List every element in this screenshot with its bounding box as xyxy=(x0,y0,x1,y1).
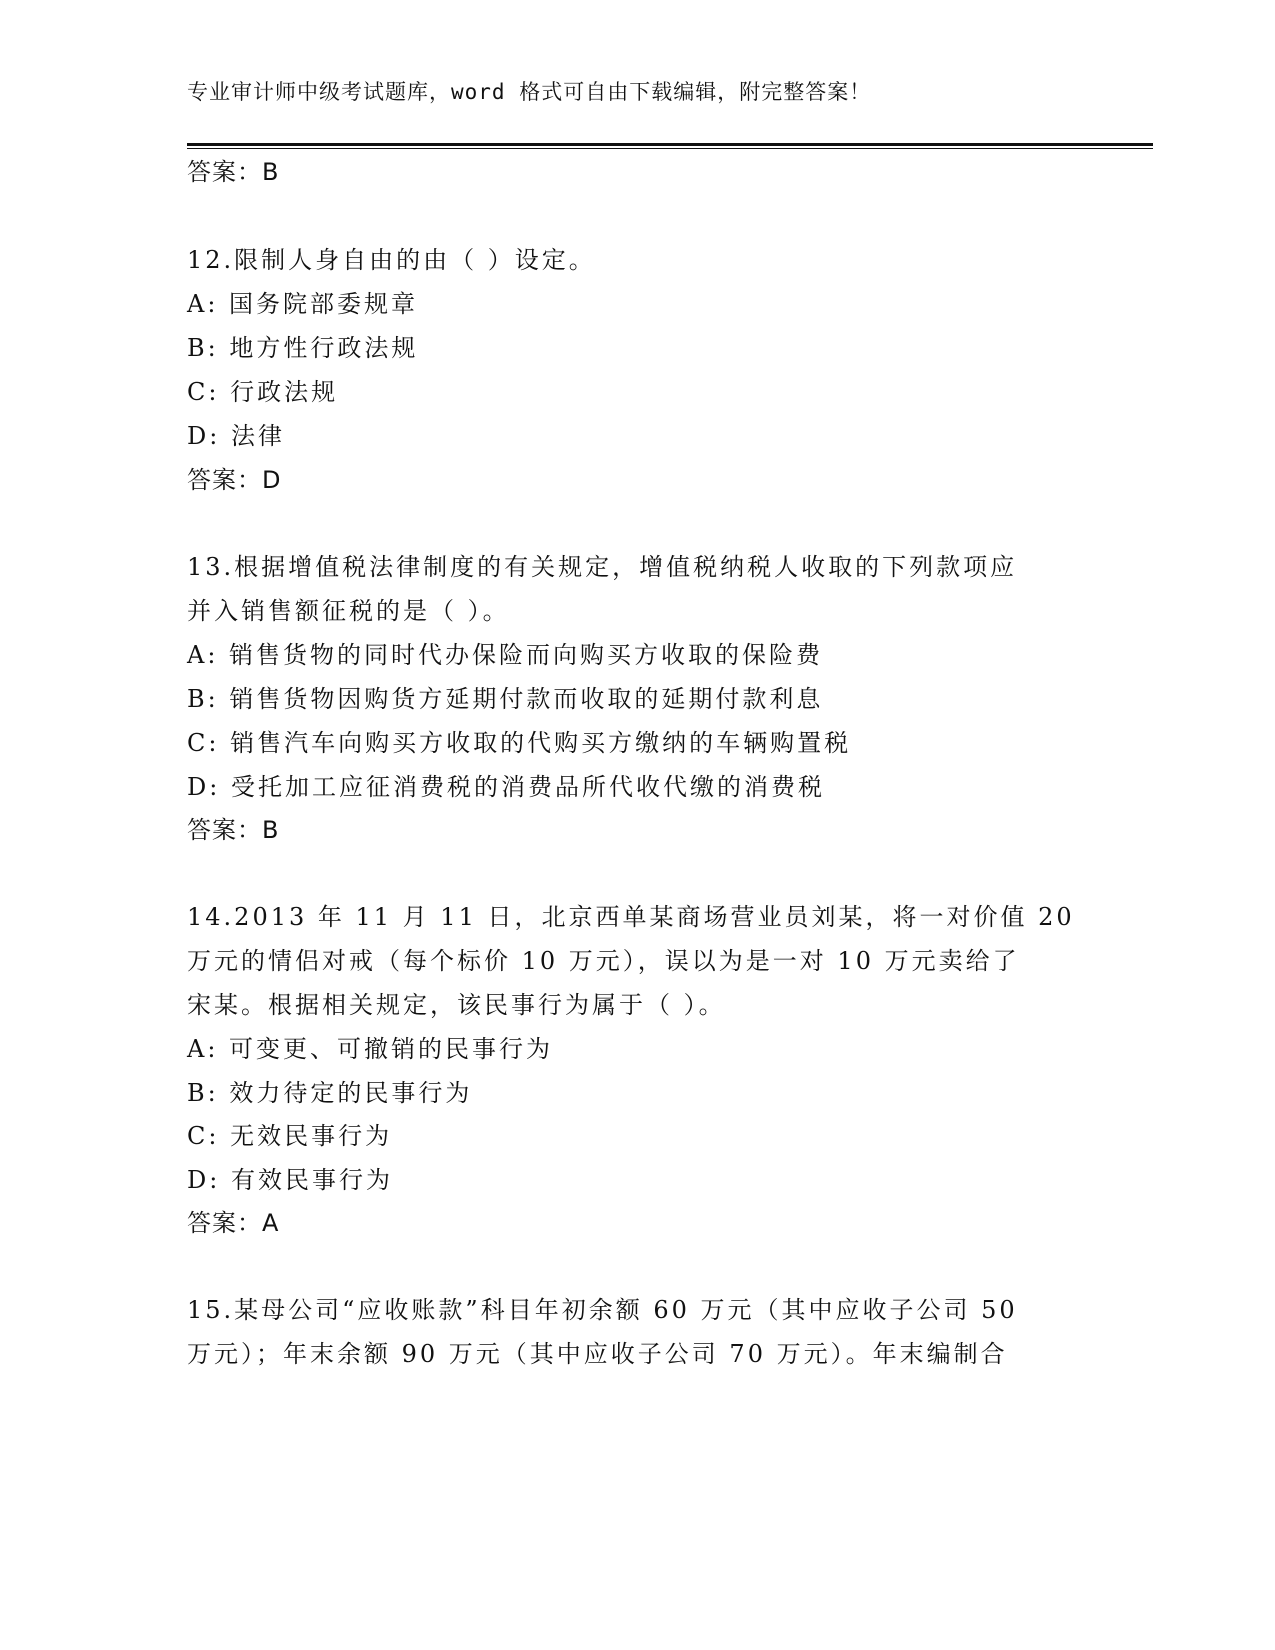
question-13-stem-line-2: 并入销售额征税的是（ ）。 xyxy=(187,597,510,625)
question-14-option-d: D: 有效民事行为 xyxy=(187,1166,393,1194)
question-15-stem-line-2: 万元）；年末余额 90 万元（其中应收子公司 70 万元）。年末编制合 xyxy=(187,1340,1008,1368)
header-rule-thin xyxy=(187,148,1153,149)
question-14-option-c: C: 无效民事行为 xyxy=(187,1122,393,1150)
question-12-option-b: B: 地方性行政法规 xyxy=(187,334,419,362)
question-12-answer: 答案：D xyxy=(187,466,282,494)
question-13-option-d: D: 受托加工应征消费税的消费品所代收代缴的消费税 xyxy=(187,773,825,801)
question-13-option-a: A: 销售货物的同时代办保险而向购买方收取的保险费 xyxy=(187,641,824,669)
question-14-stem-line-1: 14.2013 年 11 月 11 日，北京西单某商场营业员刘某，将一对价值 20 xyxy=(187,903,1075,931)
question-15-stem-line-1: 15.某母公司“应收账款”科目年初余额 60 万元（其中应收子公司 50 xyxy=(187,1296,1018,1324)
question-12-option-c: C: 行政法规 xyxy=(187,378,339,406)
header-rule-thick xyxy=(187,143,1153,146)
question-12-option-d: D: 法律 xyxy=(187,422,285,450)
question-14-option-b: B: 效力待定的民事行为 xyxy=(187,1079,473,1107)
question-14-answer: 答案：A xyxy=(187,1209,280,1237)
question-14-stem-line-3: 宋某。根据相关规定，该民事行为属于（ ）。 xyxy=(187,991,726,1019)
question-12-stem-line-1: 12.限制人身自由的由（ ）设定。 xyxy=(187,246,596,274)
question-13-option-b: B: 销售货物因购货方延期付款而收取的延期付款利息 xyxy=(187,685,824,713)
question-14-option-a: A: 可变更、可撤销的民事行为 xyxy=(187,1035,554,1063)
prev-answer: 答案：B xyxy=(187,158,280,186)
question-13-option-c: C: 销售汽车向购买方收取的代购买方缴纳的车辆购置税 xyxy=(187,729,852,757)
question-12-option-a: A: 国务院部委规章 xyxy=(187,290,419,318)
question-13-answer: 答案：B xyxy=(187,816,280,844)
question-13-stem-line-1: 13.根据增值税法律制度的有关规定，增值税纳税人收取的下列款项应 xyxy=(187,553,1018,581)
question-14-stem-line-2: 万元的情侣对戒（每个标价 10 万元），误以为是一对 10 万元卖给了 xyxy=(187,947,1020,975)
page-header: 专业审计师中级考试题库，word 格式可自由下载编辑，附完整答案！ xyxy=(187,80,872,104)
